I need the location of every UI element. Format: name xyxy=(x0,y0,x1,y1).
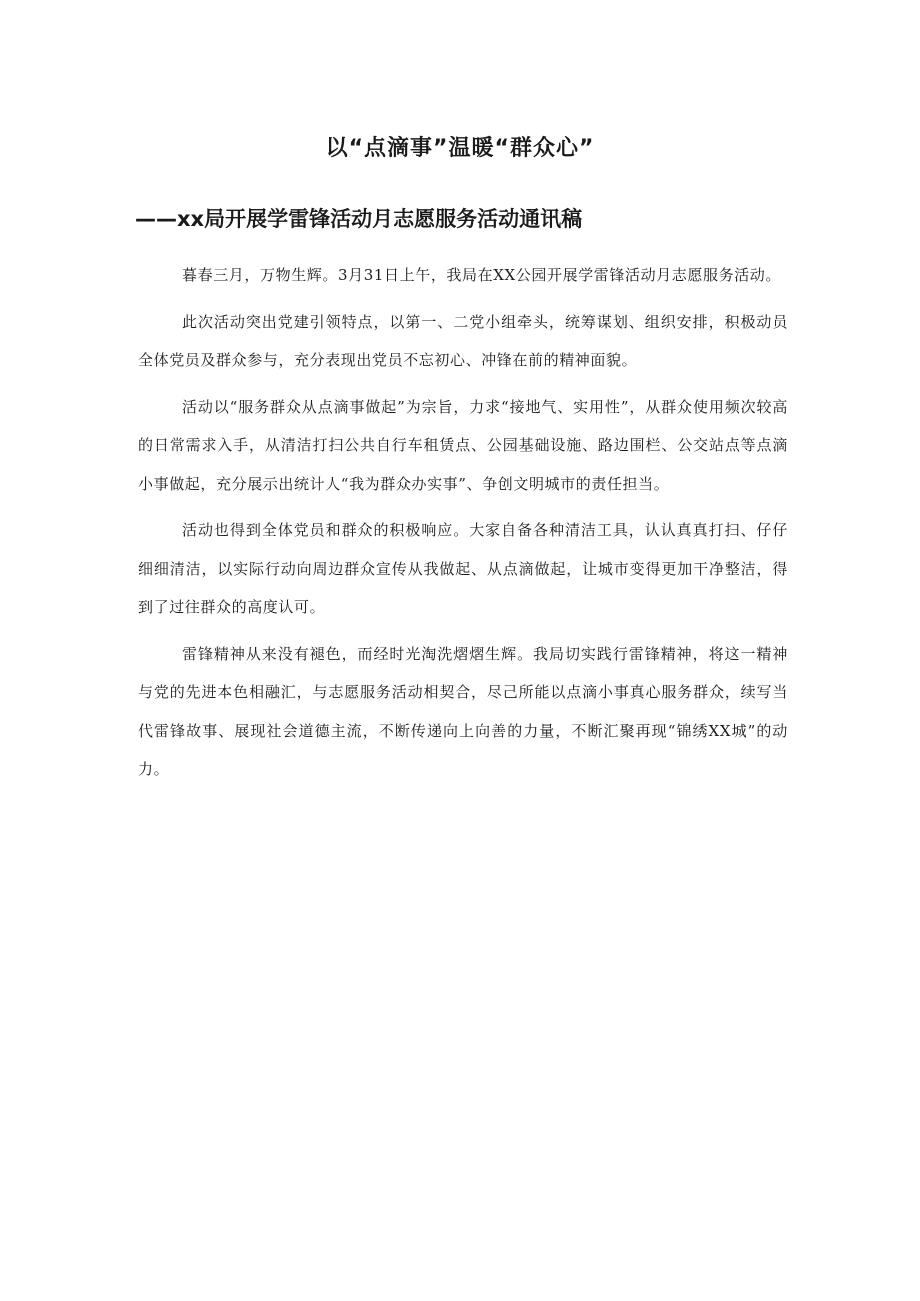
document-title: 以“点滴事”温暖“群众心” xyxy=(325,136,595,161)
paragraph: 雷锋精神从来没有褪色，而经时光淘洗熠熠生辉。我局切实践行雷锋精神，将这一精神与党的先进本色相融汇，与志愿服务活动相契合，尽己所能以点滴小事真心服务群众，续写当代雷锋故事、展现社会道德主流，不断传递向上向善的力量，不断汇聚再现“锦绣XX城”的动力。 xyxy=(138,644,788,778)
paragraph: 活动以“服务群众从点滴事做起”为宗旨，力求“接地气、实用性”，从群众使用频次较高的日常需求入手，从清洁打扫公共自行车租赁点、公园基础设施、路边围栏、公交站点等点滴小事做起，充分展示出统计人“我为群众办实事”、争创文明城市的责任担当。 xyxy=(138,397,788,493)
paragraph: 暮春三月，万物生辉。3月31日上午，我局在XX公园开展学雷锋活动月志愿服务活动。 xyxy=(182,266,781,284)
paragraph: 此次活动突出党建引领特点，以第一、二党小组牵头，统筹谋划、组织安排，积极动员全体党员及群众参与，充分表现出党员不忘初心、冲锋在前的精神面貌。 xyxy=(138,312,788,369)
paragraph: 活动也得到全体党员和群众的积极响应。大家自备各种清洁工具，认认真真打扫、仔仔细细清洁，以实际行动向周边群众宣传从我做起、从点滴做起，让城市变得更加干净整洁，得到了过往群众的高度认可。 xyxy=(138,521,788,616)
document-subtitle: ——xx局开展学雷锋活动月志愿服务活动通讯稿 xyxy=(135,207,583,231)
document-body xyxy=(138,256,788,797)
